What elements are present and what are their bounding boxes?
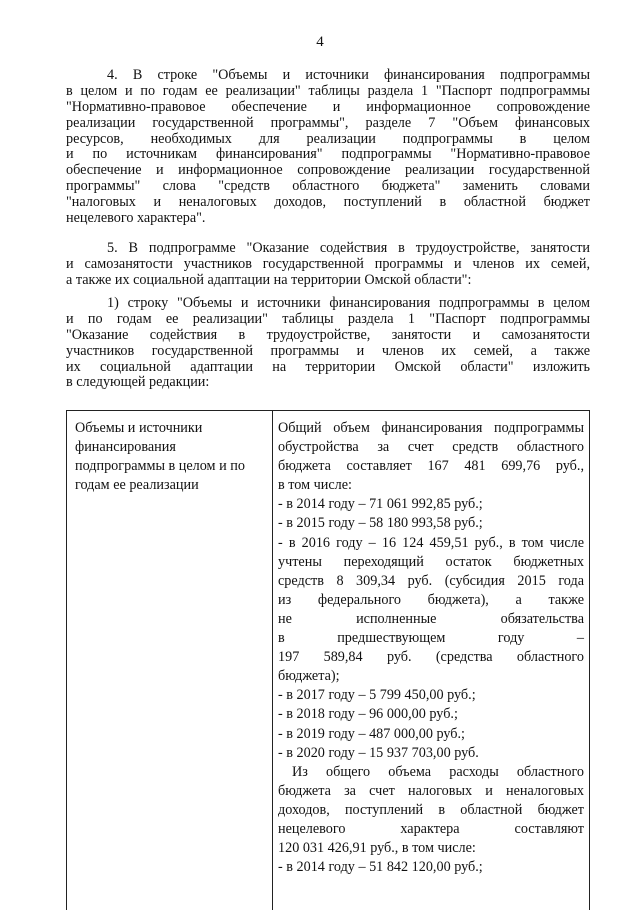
paragraph-4 <box>66 68 590 227</box>
table-value-line: - в 2020 году – 15 937 703,00 руб. <box>278 744 479 761</box>
table-value-line: Из общего объема расходы областного <box>292 763 584 780</box>
table-label-line: Объемы и источники <box>75 420 203 436</box>
table-label-line: подпрограммы в целом и по <box>75 458 245 475</box>
paragraph-5-item-1-line: и по годам ее реализации" таблицы раздела 1 "Паспорт подпрограммы <box>66 310 590 327</box>
paragraph-4-line: "налоговых и неналоговых доходов, поступлений в областной бюджет <box>66 194 590 211</box>
table-value-line: средств 8 309,34 руб. (субсидия 2015 года <box>278 572 584 589</box>
paragraph-4-line: ресурсов, необходимых для реализации подпрограммы в целом <box>66 130 590 147</box>
paragraph-4-line: обеспечение и информационное сопровождение реализации государственной <box>66 162 590 179</box>
table-value-line: бюджета за счет налоговых и неналоговых <box>278 782 584 799</box>
table-value-line: - в 2019 году – 487 000,00 руб.; <box>278 725 465 742</box>
table-value-line: бюджета); <box>278 668 340 685</box>
table-value-line: доходов, поступлений в областной бюджет <box>278 801 584 818</box>
paragraph-5-item-1-line: 1) строку "Объемы и источники финансирования подпрограммы в целом <box>107 295 590 311</box>
paragraph-4-line: и по источникам финансирования" подпрограммы "Нормативно-правовое <box>66 146 590 163</box>
table-value-line: - в 2016 году – 16 124 459,51 руб., в том числе <box>278 534 584 551</box>
table-value-line: не исполненные обязательства <box>278 610 584 627</box>
table-value-line: - в 2018 году – 96 000,00 руб.; <box>278 706 458 723</box>
paragraph-5-item-1-line: их социальной адаптации на территории Омской области" изложить <box>66 358 590 375</box>
paragraph-4-line: реализации государственной программы", разделе 7 "Объем финансовых <box>66 114 590 131</box>
page-number: 4 <box>316 34 324 50</box>
table-value-line: нецелевого характера составляют <box>278 820 584 837</box>
paragraph-4-line: "Нормативно-правовое обеспечение и информационное сопровождение <box>66 98 590 115</box>
table-label-line: финансирования <box>75 439 176 456</box>
table-value-line: из федерального бюджета), а также <box>278 591 584 608</box>
table-value-line: - в 2017 году – 5 799 450,00 руб.; <box>278 687 476 704</box>
paragraph-4-line: в целом и по годам ее реализации" таблицы раздела 1 "Паспорт подпрограммы <box>66 82 590 99</box>
table-value-line: обустройства за счет средств областного <box>278 439 584 456</box>
table-value-line: - в 2014 году – 71 061 992,85 руб.; <box>278 496 483 513</box>
table-column-divider <box>272 411 273 910</box>
table-value-line: Общий объем финансирования подпрограммы <box>278 420 584 436</box>
table-value-line: в том числе: <box>278 477 352 494</box>
paragraph-5-item-1-line: участников государственной программы и членов их семей, а также <box>66 342 590 359</box>
table-value-line: бюджета составляет 167 481 699,76 руб., <box>278 458 584 475</box>
table-value-line: учтены переходящий остаток бюджетных <box>278 553 584 570</box>
paragraph-4-line: нецелевого характера". <box>66 210 206 227</box>
paragraph-5-item-1 <box>66 296 590 391</box>
table-cell-value <box>278 419 584 877</box>
paragraph-5-item-1-line: в следующей редакции: <box>66 374 210 391</box>
table-value-line: в предшествующем году – <box>278 630 584 647</box>
paragraph-5-item-1-line: "Оказание содействия в трудоустройстве, занятости и самозанятости <box>66 326 590 343</box>
table-cell-label <box>75 419 265 495</box>
table-value-line: - в 2014 году – 51 842 120,00 руб.; <box>278 859 483 876</box>
table-value-line: 120 031 426,91 руб., в том числе: <box>278 840 476 857</box>
paragraph-5-line: а также их социальной адаптации на территории Омской области": <box>66 271 472 288</box>
table-value-line: - в 2015 году – 58 180 993,58 руб.; <box>278 515 483 532</box>
paragraph-5-line: и самозанятости участников государственной программы и членов их семей, <box>66 255 590 272</box>
paragraph-5-line: 5. В подпрограмме "Оказание содействия в трудоустройстве, занятости <box>107 240 590 256</box>
table-label-line: годам ее реализации <box>75 477 199 494</box>
paragraph-4-line: 4. В строке "Объемы и источники финансирования подпрограммы <box>107 67 590 83</box>
table-value-line: 197 589,84 руб. (средства областного <box>278 649 584 666</box>
paragraph-5 <box>66 241 590 289</box>
financing-table <box>66 410 590 910</box>
paragraph-4-line: программы" слова "средств областного бюджета" заменить словами <box>66 178 590 195</box>
